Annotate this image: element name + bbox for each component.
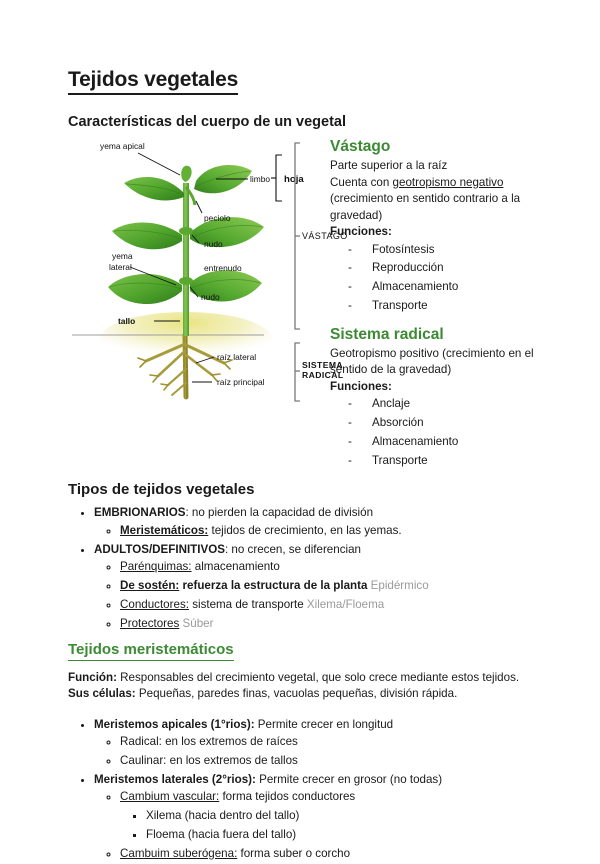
term: De sostén:	[120, 578, 180, 592]
desc: sistema de transporte	[188, 597, 307, 611]
term: Cambuim suberógena:	[120, 846, 238, 860]
meristematicos-funcion	[68, 670, 542, 686]
list-item: - Transporte	[348, 297, 542, 316]
list-item: ◦ Caulinar: en los extremos de tallos	[120, 752, 542, 771]
desc: tejidos de crecimiento, en las yemas.	[208, 523, 402, 537]
list-item-adultos	[94, 541, 542, 634]
meristematicos-list	[68, 716, 542, 864]
text: Responsables del crecimiento vegetal, que solo crece mediante estos tejidos.	[116, 670, 520, 684]
term: Cambium vascular:	[120, 790, 220, 804]
label-sistema-2: RADICAL	[302, 370, 344, 381]
label-limbo: limbo	[250, 174, 271, 185]
list-item: - Anclaje	[348, 395, 542, 414]
desc: almacenamiento	[191, 560, 280, 574]
list-item	[120, 615, 542, 634]
figure-column	[68, 135, 348, 401]
bracket-sistema-radical	[295, 343, 300, 401]
meristematicos-sublist-0	[94, 733, 542, 771]
list-item-apicales	[94, 716, 542, 771]
label-yema-2: lateral	[109, 262, 132, 273]
vastago-line2	[330, 175, 542, 191]
list-item	[120, 558, 542, 577]
text: Pequeñas, paredes finas, vacuolas pequeñas, división rápida.	[135, 687, 458, 701]
desc: refuerza la estructura de la planta	[179, 578, 371, 592]
list-item: - Fotosíntesis	[348, 241, 542, 260]
annotation: Epidérmico	[370, 578, 429, 592]
list-item: - Almacenamiento	[348, 433, 542, 452]
page-title: Tejidos vegetales	[68, 68, 238, 95]
list-item	[120, 522, 542, 541]
label-tallo: tallo	[118, 316, 136, 327]
intro-columns	[68, 135, 542, 470]
label-nudo-2: nudo	[201, 292, 220, 303]
list-item-embrionarios	[94, 504, 542, 540]
list-item	[120, 577, 542, 596]
plant-anatomy-diagram	[68, 139, 348, 401]
desc: forma suber o corcho	[237, 846, 351, 860]
list-item: ▪ Xilema (hacia dentro del tallo)	[146, 807, 542, 826]
desc: : no crecen, se diferencian	[224, 542, 361, 556]
annotation: Súber	[182, 616, 214, 630]
list-item: - Absorción	[348, 414, 542, 433]
label-yema-apical: yema apical	[100, 141, 145, 152]
list-item: ◦ Radical: en los extremos de raíces	[120, 733, 542, 752]
vastago-funciones-label: Funciones:	[330, 225, 392, 239]
plant-diagram-svg	[68, 139, 348, 401]
list-item: - Transporte	[348, 452, 542, 471]
vastago-line2-pre: Cuenta con	[330, 175, 390, 189]
meristematicos-celulas	[68, 686, 542, 702]
term: Meristemáticos:	[120, 523, 209, 537]
term: EMBRIONARIOS	[94, 506, 186, 520]
desc: Permite crecer en longitud	[254, 717, 394, 731]
label-sistema-1: SISTEMA	[302, 360, 343, 371]
sistema-radical-funciones-list	[330, 395, 542, 470]
term: Parénquimas:	[120, 560, 192, 574]
tipos-list	[68, 504, 542, 633]
vastago-funciones-list	[330, 241, 542, 316]
label-raiz-principal: raíz principal	[217, 377, 265, 388]
term: Meristemos laterales (2°rios):	[94, 772, 256, 786]
heading-vastago: Vástago	[330, 138, 391, 156]
list-item	[120, 788, 542, 844]
list-item: - Reproducción	[348, 259, 542, 278]
vastago-line3: (crecimiento en sentido contrario a la gravedad)	[330, 192, 521, 222]
sistema-radical-line1: Geotropismo positivo (crecimiento en el sentido de la gravedad)	[330, 346, 534, 377]
label-nudo-1: nudo	[204, 239, 223, 250]
subtitle-caracteristicas: Características del cuerpo de un vegetal	[68, 114, 347, 131]
heading-tejidos-meristematicos: Tejidos meristemáticos	[68, 640, 234, 661]
tipos-sublist-1	[94, 558, 542, 633]
list-item	[120, 596, 542, 615]
bracket-vastago	[295, 143, 300, 329]
term: Protectores	[120, 616, 180, 630]
label-raiz-lateral: raíz lateral	[217, 352, 257, 363]
term: ADULTOS/DEFINITIVOS	[94, 542, 225, 556]
bracket-hoja	[271, 155, 282, 201]
desc: Permite crecer en grosor (no todas)	[255, 772, 443, 786]
sistema-radical-funciones-label: Funciones:	[330, 379, 392, 393]
meristematicos-sublist-1-0	[120, 807, 542, 845]
term: Conductores:	[120, 597, 189, 611]
list-item	[120, 845, 542, 864]
label: Función:	[68, 670, 117, 684]
vastago-line1: Parte superior a la raíz	[330, 159, 448, 173]
desc: forma tejidos conductores	[219, 790, 356, 804]
tipos-sublist-0	[94, 522, 542, 541]
list-item: - Almacenamiento	[348, 278, 542, 297]
list-item: ▪ Floema (hacia fuera del tallo)	[146, 826, 542, 845]
document-content	[68, 68, 542, 864]
heading-sistema-radical: Sistema radical	[330, 325, 444, 343]
label-peciolo: peciolo	[204, 213, 231, 224]
term: Meristemos apicales (1°rios):	[94, 717, 255, 731]
annotation: Xilema/Floema	[306, 597, 385, 611]
list-item-laterales	[94, 771, 542, 864]
meristematicos-sublist-1	[94, 788, 542, 863]
desc: : no pierden la capacidad de división	[185, 506, 374, 520]
heading-tipos-tejidos: Tipos de tejidos vegetales	[68, 481, 255, 499]
label: Sus células:	[68, 687, 136, 701]
intro-text-column	[326, 135, 542, 470]
label-entrenudo: entrenudo	[204, 263, 242, 274]
label-hoja: hoja	[284, 174, 304, 186]
stem	[183, 183, 189, 336]
label-yema-1: yema	[112, 251, 133, 262]
vastago-line2-underlined: geotropismo negativo	[392, 175, 504, 189]
label-vastago: VÁSTAGO	[302, 231, 348, 242]
